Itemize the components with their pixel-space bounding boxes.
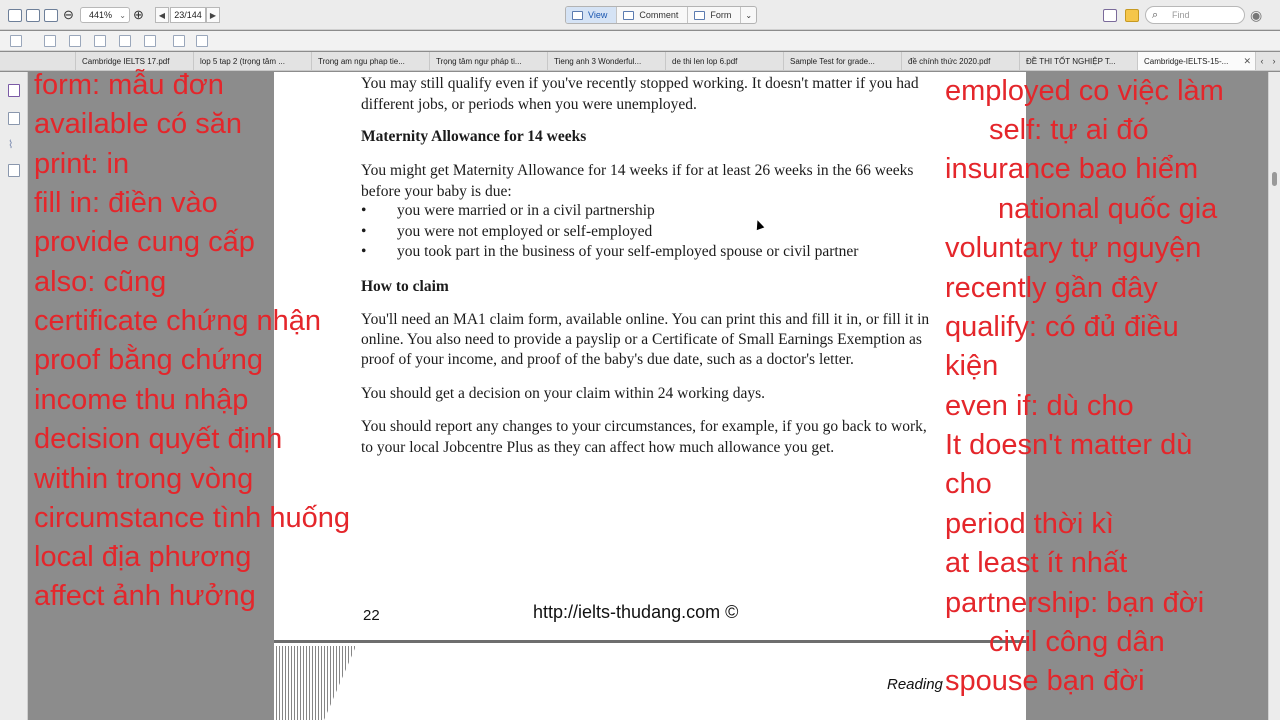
annotation-right: self: tự ai đó (989, 114, 1149, 146)
tab-label: ĐỀ THI TỐT NGHIỆP T... (1026, 56, 1116, 66)
inspector-button[interactable] (1103, 6, 1117, 24)
zoom-in-icon: ⊕ (133, 7, 144, 22)
note-icon (1125, 9, 1139, 22)
para3-line2: online. You also need to provide a payslip or a Certificate of Small Earnings Exemption as (361, 331, 922, 348)
account-button[interactable] (1250, 6, 1262, 24)
new-document-icon[interactable] (10, 35, 22, 47)
bullet-item (361, 223, 652, 241)
page-value: 23/144 (174, 10, 202, 20)
annotation-right: even if: dù cho (945, 390, 1134, 422)
annotation-left: available có săn (34, 108, 242, 140)
thumbnail-icon[interactable] (8, 112, 20, 125)
heading-maternity-allowance: Maternity Allowance for 14 weeks (361, 128, 587, 145)
next-page-heading: Reading (887, 676, 943, 693)
previous-page-button[interactable] (155, 7, 169, 23)
chevron-right-icon: › (1272, 56, 1276, 66)
attachment-icon[interactable]: ⌇ (8, 139, 14, 151)
sidebar-toggle-button[interactable] (8, 6, 22, 24)
view-icon (572, 11, 583, 20)
main-toolbar (0, 0, 1280, 30)
para4: You should get a decision on your claim within 24 working days. (361, 385, 765, 402)
annotation-right: partnership: bạn đời (945, 587, 1205, 619)
tab-scroll-right-button[interactable] (1268, 52, 1280, 70)
annotation-left: form: mẫu đơn (34, 69, 224, 101)
annotation-right: spouse bạn đời (945, 665, 1145, 697)
mode-segmented-control (565, 6, 757, 24)
annotation-list-icon[interactable] (8, 164, 20, 177)
tab-label: Cambridge IELTS 17.pdf (82, 56, 170, 66)
annotation-left: also: cũng (34, 266, 167, 298)
page-number: 22 (363, 607, 380, 624)
chevron-down-icon: ⌄ (119, 11, 126, 20)
annotation-left: local địa phương (34, 541, 252, 573)
delete-page-icon[interactable] (196, 35, 208, 47)
tab-label: Trọng tâm ngư pháp ti... (436, 56, 522, 66)
find-placeholder: Find (1172, 10, 1190, 20)
annotation-right: voluntary tự nguyện (945, 232, 1202, 264)
tab-scroll-left-button[interactable] (1256, 52, 1268, 70)
rotate-icon[interactable] (144, 35, 156, 47)
bullet-icon: • (361, 223, 367, 240)
para1-line1: You may still qualify even if you've recently stopped working. It doesn't matter if you had (361, 75, 919, 92)
para1-line2: different jobs, or periods when you were unemployed. (361, 96, 697, 113)
comment-mode-button[interactable] (617, 7, 688, 23)
find-input[interactable] (1145, 6, 1245, 24)
left-sidebar (0, 72, 28, 720)
tab-label: Sample Test for grade... (790, 56, 875, 66)
annotation-right: cho (945, 468, 992, 500)
para2-line1: You might get Maternity Allowance for 14 weeks if for at least 26 weeks in the 66 weeks (361, 162, 914, 179)
tab-label: Cambridge-IELTS-15-... (1144, 56, 1229, 66)
annotation-right: recently gần đây (945, 272, 1158, 304)
annotation-right: national quốc gia (998, 193, 1218, 225)
triangle-right-icon: ▶ (209, 10, 217, 20)
annotation-right: It doesn't matter dù (945, 429, 1193, 461)
print-icon (26, 9, 40, 22)
form-label: Form (710, 10, 732, 20)
annotation-left: within trong vòng (34, 463, 254, 495)
print-button[interactable] (26, 6, 40, 24)
user-icon: ◉ (1250, 6, 1263, 23)
para2-line2: before your baby is due: (361, 183, 512, 200)
document-tab[interactable] (312, 52, 430, 70)
annotation-right: insurance bao hiểm (945, 153, 1199, 185)
zoom-value: 441% (89, 10, 113, 20)
zoom-out-icon: ⊖ (63, 7, 74, 22)
sidebar-icon (8, 9, 22, 22)
bullet-text: you took part in the business of your self-employed spouse or civil partner (397, 243, 859, 260)
inspector-icon (1103, 9, 1117, 22)
chevron-down-icon: ⌄ (745, 10, 753, 20)
annotation-left: decision quyết định (34, 423, 283, 455)
bullet-icon: • (361, 243, 367, 260)
annotation-right: kiện (945, 350, 999, 382)
bullet-item (361, 202, 655, 220)
document-tab[interactable] (784, 52, 902, 70)
form-icon (694, 11, 705, 20)
annotation-left: print: in (34, 148, 130, 180)
zoom-select[interactable] (80, 7, 130, 23)
comment-icon (623, 11, 634, 20)
view-mode-button[interactable] (566, 7, 617, 23)
para3-line1: You'll need an MA1 claim form, available online. You can print this and fill it in, or fill it in (361, 311, 930, 328)
comment-label: Comment (639, 10, 679, 20)
annotation-right: at least ít nhất (945, 547, 1128, 579)
annotation-left: affect ảnh hưởng (34, 580, 256, 612)
mode-menu-button[interactable] (741, 7, 756, 23)
close-icon[interactable]: ✕ (1243, 55, 1251, 66)
secondary-toolbar (0, 31, 1280, 51)
next-page-button[interactable] (206, 7, 220, 23)
annotation-left: income thu nhập (34, 384, 249, 416)
insert-page-icon[interactable] (173, 35, 185, 47)
continuous-page-icon[interactable] (69, 35, 81, 47)
tab-label: Tieng anh 3 Wonderful... (554, 56, 642, 66)
tab-label: Trong am ngu phap tie... (318, 56, 405, 66)
scrollbar-thumb[interactable] (1272, 172, 1277, 186)
bullet-text: you were married or in a civil partnership (397, 202, 655, 219)
annotation-right: employed co việc làm (945, 75, 1224, 107)
crop-icon[interactable] (119, 35, 131, 47)
para3-line3: proof of your income, and proof of the baby's due date, such as a doctor's letter. (361, 351, 854, 368)
annotation-right: qualify: có đủ điều (945, 311, 1179, 343)
single-page-icon[interactable] (44, 35, 56, 47)
annotation-left: circumstance tình huống (34, 502, 350, 534)
document-tab[interactable] (1020, 52, 1138, 70)
page-number-input[interactable] (170, 7, 206, 23)
triangle-left-icon: ◀ (158, 10, 166, 20)
para5-line2: to your local Jobcentre Plus as they can affect how much allowance you get. (361, 439, 835, 456)
annotation-left: certificate chứng nhận (34, 305, 322, 337)
document-tab[interactable] (666, 52, 784, 70)
bullet-icon: • (361, 202, 367, 219)
document-tab-active[interactable] (1138, 52, 1256, 70)
annotation-left: proof bằng chứng (34, 344, 264, 376)
annotation-right: period thời kì (945, 508, 1114, 540)
form-mode-button[interactable] (688, 7, 741, 23)
bullet-item (361, 243, 858, 261)
footer-url: http://ielts-thudang.com © (533, 602, 739, 622)
view-label: View (588, 10, 608, 20)
tab-label: đề chính thức 2020.pdf (908, 56, 991, 66)
bookmark-icon[interactable] (8, 84, 20, 97)
chevron-left-icon: ‹ (1260, 56, 1264, 66)
zoom-in-button[interactable] (133, 6, 144, 24)
document-tab[interactable] (548, 52, 666, 70)
zoom-out-button[interactable] (63, 6, 74, 24)
annotation-left: fill in: điền vào (34, 187, 218, 219)
notes-button[interactable] (1125, 6, 1139, 24)
bullet-text: you were not employed or self-employed (397, 223, 653, 240)
tab-label: lop 5 tap 2 (trọng tâm ... (200, 56, 285, 66)
share-icon (44, 9, 58, 22)
tab-label: de thi len lop 6.pdf (672, 56, 738, 66)
document-tab[interactable] (430, 52, 548, 70)
share-button[interactable] (44, 6, 58, 24)
heading-how-to-claim: How to claim (361, 278, 449, 295)
annotation-right: civil công dân (989, 626, 1165, 658)
para5-line1: You should report any changes to your circumstances, for example, if you go back to work, (361, 418, 927, 435)
search-icon: ⌕ (1152, 9, 1159, 21)
two-page-icon[interactable] (94, 35, 106, 47)
document-tab[interactable] (902, 52, 1020, 70)
vertical-scrollbar[interactable] (1268, 72, 1280, 720)
annotation-left: provide cung cấp (34, 226, 255, 258)
